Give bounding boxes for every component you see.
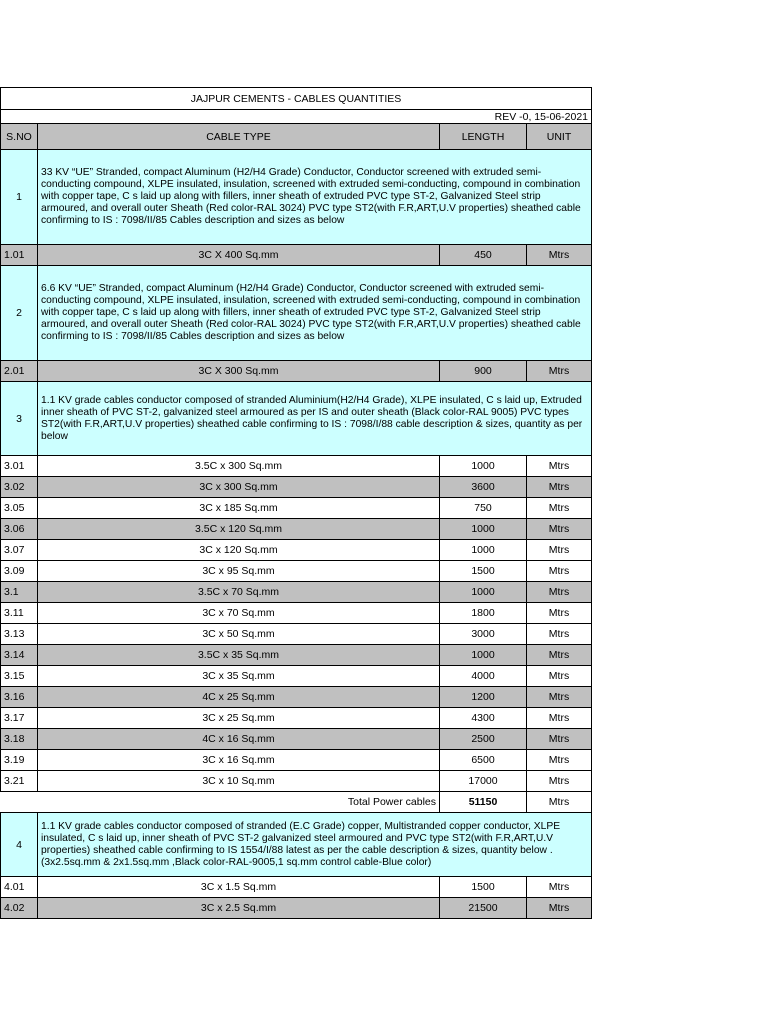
item-length: 1500 [440,561,527,582]
table-row [1,582,592,603]
item-sno: 1.01 [1,245,38,266]
item-cable-type: 3C x 2.5 Sq.mm [38,898,440,919]
item-unit: Mtrs [527,519,592,540]
item-sno: 3.21 [1,771,38,792]
item-sno: 3.18 [1,729,38,750]
item-unit: Mtrs [527,645,592,666]
item-length: 1000 [440,582,527,603]
item-length: 4300 [440,708,527,729]
section-description: 1.1 KV grade cables conductor composed of stranded Aluminium(H2/H4 Grade), XLPE insulated, C s laid up, Extruded inner sheath of PVC ST-2, galvanized steel armoured as per IS and outer sheath (Black color-RAL 9005) PVC types ST2(with F.R,ART,U.V properties) sheathed cable confirming to IS : 7098/I/88 cable description & sizes, quantity as per below [38,382,592,456]
item-length: 750 [440,498,527,519]
section-description: 1.1 KV grade cables conductor composed of stranded (E.C Grade) copper, Multistranded copper conductor, XLPE insulated, C s laid up, inner sheath of PVC ST-2 galvanized steel armoured and PVC type ST2(with F.R,ART,U.V properties) sheathed cable confirming to IS 1554/I/88 latest as per the cable description & sizes, quantity below . (3x2.5sq.mm & 2x1.5sq.mm ,Black color-RAL-9005,1 sq.mm control cable-Blue color) [38,813,592,877]
item-cable-type: 3C x 95 Sq.mm [38,561,440,582]
total-unit: Mtrs [527,792,592,813]
section-number: 2 [1,266,38,361]
item-length: 2500 [440,729,527,750]
header-cable-type: CABLE TYPE [38,124,440,150]
item-length: 1000 [440,540,527,561]
header-unit: UNIT [527,124,592,150]
item-unit: Mtrs [527,687,592,708]
item-sno: 3.02 [1,477,38,498]
item-length: 3000 [440,624,527,645]
item-sno: 3.11 [1,603,38,624]
sheet-title: JAJPUR CEMENTS - CABLES QUANTITIES [1,88,592,110]
item-unit: Mtrs [527,361,592,382]
item-sno: 3.16 [1,687,38,708]
item-sno: 3.19 [1,750,38,771]
item-sno: 3.07 [1,540,38,561]
item-cable-type: 3C x 16 Sq.mm [38,750,440,771]
item-unit: Mtrs [527,456,592,477]
item-sno: 3.09 [1,561,38,582]
item-cable-type: 3.5C x 35 Sq.mm [38,645,440,666]
item-unit: Mtrs [527,708,592,729]
item-unit: Mtrs [527,729,592,750]
item-unit: Mtrs [527,561,592,582]
item-cable-type: 3C x 50 Sq.mm [38,624,440,645]
item-unit: Mtrs [527,666,592,687]
section-description: 6.6 KV “UE” Stranded, compact Aluminum (H2/H4 Grade) Conductor, Conductor screened with extruded semi-conducting compound, XLPE insulated, insulation, screened with extruded semi-conducting, compound in combination with copper tape, C s laid up along with fillers, inner sheath of extruded PVC type ST-2, Galvanized Steel strip armoured, and overall outer Sheath (Red color-RAL 3024) PVC type ST2(with F.R,ART,U.V properties) sheathed cable confirming to IS : 7098/II/85 Cables description and sizes as below [38,266,592,361]
cable-quantities-table [0,87,592,919]
total-length: 51150 [440,792,527,813]
item-cable-type: 3C x 25 Sq.mm [38,708,440,729]
item-cable-type: 3C x 70 Sq.mm [38,603,440,624]
item-length: 4000 [440,666,527,687]
item-sno: 4.02 [1,898,38,919]
item-sno: 3.14 [1,645,38,666]
item-sno: 3.15 [1,666,38,687]
item-length: 1000 [440,519,527,540]
item-unit: Mtrs [527,750,592,771]
item-cable-type: 3.5C x 70 Sq.mm [38,582,440,603]
revision-label: REV -0, 15-06-2021 [1,110,592,124]
total-label: Total Power cables [1,792,440,813]
item-cable-type: 4C x 25 Sq.mm [38,687,440,708]
item-sno: 4.01 [1,877,38,898]
item-length: 900 [440,361,527,382]
item-length: 1000 [440,456,527,477]
table-row [1,771,592,792]
item-cable-type: 3C x 10 Sq.mm [38,771,440,792]
header-length: LENGTH [440,124,527,150]
table-row [1,877,592,898]
item-cable-type: 3C X 400 Sq.mm [38,245,440,266]
item-sno: 2.01 [1,361,38,382]
item-sno: 3.06 [1,519,38,540]
item-cable-type: 3.5C x 120 Sq.mm [38,519,440,540]
item-unit: Mtrs [527,624,592,645]
item-length: 1200 [440,687,527,708]
section-row [1,150,592,245]
item-length: 1500 [440,877,527,898]
item-unit: Mtrs [527,245,592,266]
table-row [1,245,592,266]
item-length: 3600 [440,477,527,498]
item-unit: Mtrs [527,603,592,624]
section-row [1,266,592,361]
table-row [1,498,592,519]
table-row [1,456,592,477]
item-length: 6500 [440,750,527,771]
header-sno: S.NO [1,124,38,150]
total-row [1,792,592,813]
item-unit: Mtrs [527,582,592,603]
table-row [1,645,592,666]
table-row [1,666,592,687]
item-sno: 3.05 [1,498,38,519]
section-row [1,382,592,456]
table-row [1,477,592,498]
item-length: 450 [440,245,527,266]
item-sno: 3.13 [1,624,38,645]
item-length: 21500 [440,898,527,919]
table-row [1,624,592,645]
item-length: 1000 [440,645,527,666]
section-number: 4 [1,813,38,877]
item-unit: Mtrs [527,771,592,792]
table-row [1,750,592,771]
item-unit: Mtrs [527,498,592,519]
item-sno: 3.17 [1,708,38,729]
item-cable-type: 3C x 185 Sq.mm [38,498,440,519]
item-sno: 3.01 [1,456,38,477]
item-unit: Mtrs [527,877,592,898]
item-length: 17000 [440,771,527,792]
item-cable-type: 3C x 35 Sq.mm [38,666,440,687]
item-cable-type: 4C x 16 Sq.mm [38,729,440,750]
table-row [1,603,592,624]
item-unit: Mtrs [527,477,592,498]
item-sno: 3.1 [1,582,38,603]
section-number: 1 [1,150,38,245]
table-row [1,898,592,919]
item-cable-type: 3.5C x 300 Sq.mm [38,456,440,477]
table-row [1,361,592,382]
section-row [1,813,592,877]
section-description: 33 KV “UE” Stranded, compact Aluminum (H2/H4 Grade) Conductor, Conductor screened with extruded semi-conducting compound, XLPE insulated, insulation, screened with extruded semi-conducting, compound in combination with copper tape, C s laid up along with fillers, inner sheath of extruded PVC type ST-2, Galvanized Steel strip armoured, and overall outer Sheath (Red color-RAL 3024) PVC type ST2(with F.R,ART,U.V properties) sheathed cable confirming to IS : 7098/II/85 Cables description and sizes as below [38,150,592,245]
item-unit: Mtrs [527,540,592,561]
table-row [1,687,592,708]
table-row [1,519,592,540]
table-row [1,540,592,561]
item-cable-type: 3C X 300 Sq.mm [38,361,440,382]
item-cable-type: 3C x 1.5 Sq.mm [38,877,440,898]
item-length: 1800 [440,603,527,624]
item-cable-type: 3C x 120 Sq.mm [38,540,440,561]
table-row [1,708,592,729]
section-number: 3 [1,382,38,456]
item-cable-type: 3C x 300 Sq.mm [38,477,440,498]
table-row [1,561,592,582]
table-row [1,729,592,750]
item-unit: Mtrs [527,898,592,919]
